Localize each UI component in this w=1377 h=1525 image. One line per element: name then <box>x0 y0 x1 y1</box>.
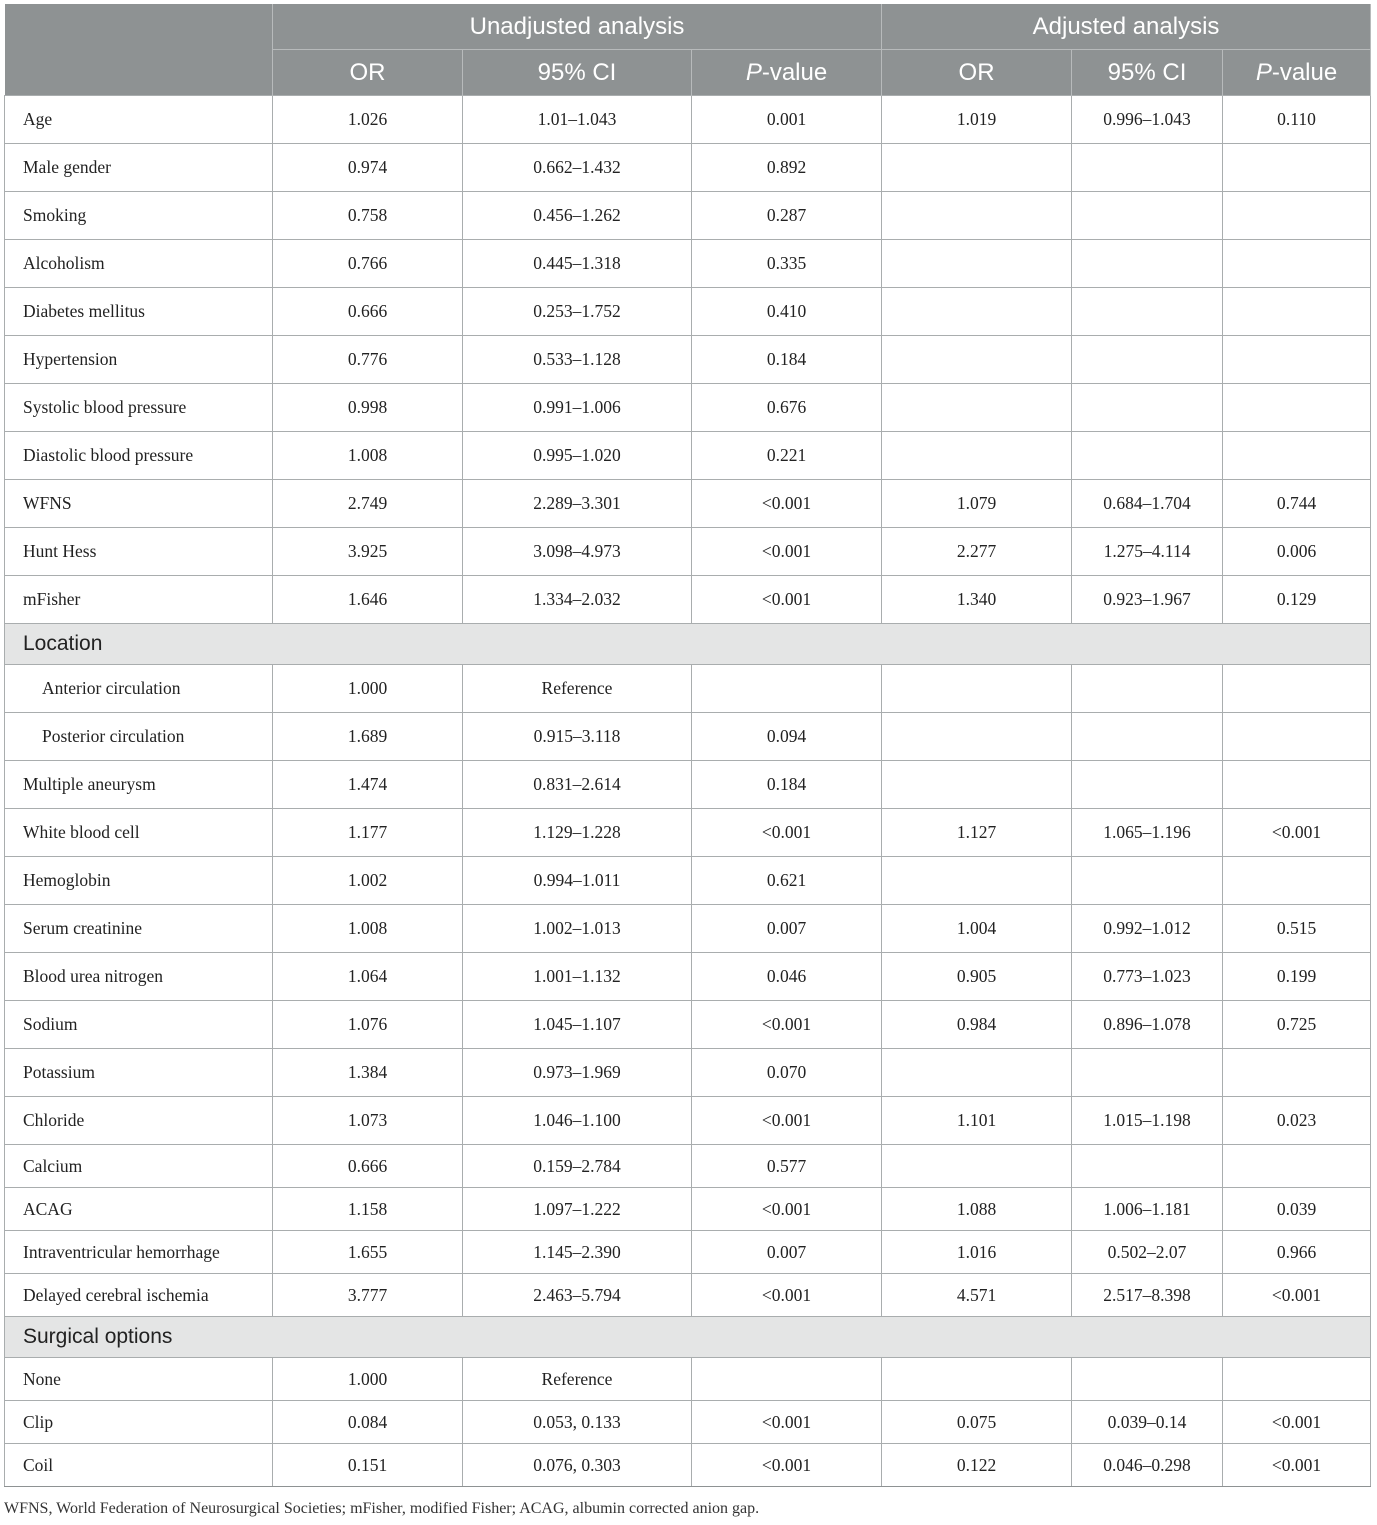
cell-adjusted-ci <box>1072 1358 1223 1401</box>
cell-unadjusted-or: 0.776 <box>273 336 463 384</box>
cell-adjusted-ci <box>1072 240 1223 288</box>
cell-adjusted-or: 0.905 <box>882 953 1072 1001</box>
cell-adjusted-p <box>1223 1358 1371 1401</box>
row-label: Smoking <box>5 192 273 240</box>
cell-unadjusted-p: 0.046 <box>692 953 882 1001</box>
cell-adjusted-p <box>1223 857 1371 905</box>
cell-adjusted-or <box>882 336 1072 384</box>
row-label: Posterior circulation <box>5 713 273 761</box>
cell-adjusted-ci <box>1072 432 1223 480</box>
cell-adjusted-or <box>882 1358 1072 1401</box>
cell-adjusted-p <box>1223 432 1371 480</box>
cell-unadjusted-p: 0.070 <box>692 1049 882 1097</box>
cell-adjusted-or: 0.984 <box>882 1001 1072 1049</box>
cell-unadjusted-p: 0.184 <box>692 336 882 384</box>
row-label: Hemoglobin <box>5 857 273 905</box>
p-suffix: -value <box>761 58 828 86</box>
cell-unadjusted-ci: 1.001–1.132 <box>463 953 692 1001</box>
cell-adjusted-ci <box>1072 665 1223 713</box>
header-adjusted-p <box>1223 50 1371 96</box>
cell-adjusted-p: 0.744 <box>1223 480 1371 528</box>
row-label: mFisher <box>5 576 273 624</box>
table-row <box>5 905 1371 953</box>
row-label: Chloride <box>5 1097 273 1145</box>
cell-unadjusted-or: 1.158 <box>273 1188 463 1231</box>
cell-adjusted-ci: 0.684–1.704 <box>1072 480 1223 528</box>
table-row <box>5 1401 1371 1444</box>
table-row <box>5 809 1371 857</box>
cell-unadjusted-or: 1.008 <box>273 432 463 480</box>
cell-adjusted-or <box>882 1145 1072 1188</box>
cell-adjusted-or <box>882 713 1072 761</box>
cell-adjusted-p: <0.001 <box>1223 1401 1371 1444</box>
table-row <box>5 288 1371 336</box>
cell-adjusted-ci <box>1072 857 1223 905</box>
cell-adjusted-p: <0.001 <box>1223 1274 1371 1317</box>
cell-unadjusted-p: 0.007 <box>692 905 882 953</box>
table-row <box>5 857 1371 905</box>
row-label: Male gender <box>5 144 273 192</box>
cell-adjusted-or: 1.127 <box>882 809 1072 857</box>
cell-unadjusted-or: 1.002 <box>273 857 463 905</box>
cell-unadjusted-ci: 1.334–2.032 <box>463 576 692 624</box>
cell-adjusted-ci <box>1072 144 1223 192</box>
cell-unadjusted-p <box>692 665 882 713</box>
cell-adjusted-ci: 0.773–1.023 <box>1072 953 1223 1001</box>
cell-unadjusted-or: 1.076 <box>273 1001 463 1049</box>
table-row <box>5 1444 1371 1487</box>
cell-adjusted-ci: 0.046–0.298 <box>1072 1444 1223 1487</box>
table-row <box>5 1145 1371 1188</box>
table-footnote: WFNS, World Federation of Neurosurgical Societies; mFisher, modified Fisher; ACAG, albumin corrected anion gap. <box>4 1500 760 1517</box>
cell-unadjusted-or: 1.026 <box>273 96 463 144</box>
cell-unadjusted-p: <0.001 <box>692 576 882 624</box>
p-italic: P <box>1255 58 1272 86</box>
cell-adjusted-p <box>1223 336 1371 384</box>
row-label: Calcium <box>5 1145 273 1188</box>
cell-unadjusted-or: 0.084 <box>273 1401 463 1444</box>
cell-unadjusted-p: <0.001 <box>692 480 882 528</box>
cell-unadjusted-or: 1.655 <box>273 1231 463 1274</box>
cell-adjusted-p: 0.725 <box>1223 1001 1371 1049</box>
cell-unadjusted-or: 1.073 <box>273 1097 463 1145</box>
cell-adjusted-p: 0.006 <box>1223 528 1371 576</box>
cell-adjusted-p <box>1223 288 1371 336</box>
cell-unadjusted-ci: 0.053, 0.133 <box>463 1401 692 1444</box>
cell-adjusted-or: 1.079 <box>882 480 1072 528</box>
cell-unadjusted-ci: 1.145–2.390 <box>463 1231 692 1274</box>
cell-adjusted-p: <0.001 <box>1223 1444 1371 1487</box>
cell-adjusted-or <box>882 761 1072 809</box>
row-label: Anterior circulation <box>5 665 273 713</box>
header-stub <box>5 4 273 96</box>
cell-adjusted-p <box>1223 1049 1371 1097</box>
cell-unadjusted-ci: 1.045–1.107 <box>463 1001 692 1049</box>
cell-adjusted-p <box>1223 761 1371 809</box>
header-unadjusted-ci: 95% CI <box>463 50 692 96</box>
cell-unadjusted-p: 0.094 <box>692 713 882 761</box>
cell-unadjusted-p: <0.001 <box>692 528 882 576</box>
cell-unadjusted-ci: 3.098–4.973 <box>463 528 692 576</box>
cell-unadjusted-ci: 0.995–1.020 <box>463 432 692 480</box>
cell-adjusted-or: 1.101 <box>882 1097 1072 1145</box>
cell-unadjusted-p: 0.577 <box>692 1145 882 1188</box>
cell-unadjusted-ci: 1.097–1.222 <box>463 1188 692 1231</box>
logistic-regression-table <box>4 4 1371 1487</box>
cell-unadjusted-ci: 0.831–2.614 <box>463 761 692 809</box>
row-label: Multiple aneurysm <box>5 761 273 809</box>
table-row <box>5 240 1371 288</box>
cell-adjusted-p <box>1223 713 1371 761</box>
header-adjusted-ci: 95% CI <box>1072 50 1223 96</box>
header-adjusted-or: OR <box>882 50 1072 96</box>
table-row <box>5 761 1371 809</box>
cell-unadjusted-p: <0.001 <box>692 1274 882 1317</box>
cell-unadjusted-p: 0.676 <box>692 384 882 432</box>
cell-unadjusted-ci: 0.445–1.318 <box>463 240 692 288</box>
cell-adjusted-or <box>882 665 1072 713</box>
cell-unadjusted-or: 0.974 <box>273 144 463 192</box>
cell-adjusted-or <box>882 288 1072 336</box>
cell-unadjusted-or: 1.000 <box>273 1358 463 1401</box>
cell-unadjusted-p: 0.287 <box>692 192 882 240</box>
cell-adjusted-or <box>882 240 1072 288</box>
cell-adjusted-p <box>1223 1145 1371 1188</box>
cell-unadjusted-ci: Reference <box>463 665 692 713</box>
cell-unadjusted-or: 1.008 <box>273 905 463 953</box>
section-row <box>5 624 1371 665</box>
cell-unadjusted-or: 1.064 <box>273 953 463 1001</box>
cell-unadjusted-ci: 0.159–2.784 <box>463 1145 692 1188</box>
cell-adjusted-ci: 1.006–1.181 <box>1072 1188 1223 1231</box>
row-label: Serum creatinine <box>5 905 273 953</box>
cell-adjusted-p <box>1223 384 1371 432</box>
cell-unadjusted-or: 0.766 <box>273 240 463 288</box>
row-label: Hypertension <box>5 336 273 384</box>
cell-unadjusted-p: <0.001 <box>692 809 882 857</box>
cell-adjusted-ci: 0.923–1.967 <box>1072 576 1223 624</box>
cell-adjusted-ci: 0.896–1.078 <box>1072 1001 1223 1049</box>
cell-adjusted-ci: 1.015–1.198 <box>1072 1097 1223 1145</box>
cell-unadjusted-or: 1.177 <box>273 809 463 857</box>
row-label: Sodium <box>5 1001 273 1049</box>
cell-unadjusted-ci: 1.002–1.013 <box>463 905 692 953</box>
results-table-container <box>4 4 1370 1487</box>
row-label: Diabetes mellitus <box>5 288 273 336</box>
cell-unadjusted-ci: 0.994–1.011 <box>463 857 692 905</box>
cell-unadjusted-p: 0.221 <box>692 432 882 480</box>
cell-unadjusted-or: 0.758 <box>273 192 463 240</box>
cell-adjusted-or: 1.019 <box>882 96 1072 144</box>
cell-unadjusted-ci: 1.129–1.228 <box>463 809 692 857</box>
cell-adjusted-or: 0.122 <box>882 1444 1072 1487</box>
cell-adjusted-ci: 0.502–2.07 <box>1072 1231 1223 1274</box>
table-row <box>5 665 1371 713</box>
table-row <box>5 1097 1371 1145</box>
row-label: Alcoholism <box>5 240 273 288</box>
cell-adjusted-ci <box>1072 288 1223 336</box>
cell-unadjusted-ci: 2.463–5.794 <box>463 1274 692 1317</box>
cell-adjusted-or <box>882 1049 1072 1097</box>
row-label: Clip <box>5 1401 273 1444</box>
row-label: Intraventricular hemorrhage <box>5 1231 273 1274</box>
row-label: White blood cell <box>5 809 273 857</box>
cell-unadjusted-p: 0.892 <box>692 144 882 192</box>
cell-unadjusted-ci: 0.253–1.752 <box>463 288 692 336</box>
cell-unadjusted-or: 0.998 <box>273 384 463 432</box>
table-body <box>5 96 1371 1487</box>
table-row <box>5 953 1371 1001</box>
cell-unadjusted-or: 1.384 <box>273 1049 463 1097</box>
cell-adjusted-p <box>1223 144 1371 192</box>
cell-adjusted-ci: 1.065–1.196 <box>1072 809 1223 857</box>
cell-adjusted-ci: 0.992–1.012 <box>1072 905 1223 953</box>
cell-adjusted-p <box>1223 240 1371 288</box>
cell-unadjusted-or: 1.646 <box>273 576 463 624</box>
row-label: None <box>5 1358 273 1401</box>
table-row <box>5 480 1371 528</box>
table-row <box>5 1001 1371 1049</box>
cell-adjusted-or: 1.088 <box>882 1188 1072 1231</box>
cell-unadjusted-ci: 1.01–1.043 <box>463 96 692 144</box>
cell-unadjusted-p: <0.001 <box>692 1401 882 1444</box>
cell-unadjusted-or: 1.000 <box>273 665 463 713</box>
cell-adjusted-or: 2.277 <box>882 528 1072 576</box>
table-row <box>5 528 1371 576</box>
p-italic: P <box>745 58 762 86</box>
cell-unadjusted-or: 2.749 <box>273 480 463 528</box>
cell-unadjusted-ci: 2.289–3.301 <box>463 480 692 528</box>
row-label: Coil <box>5 1444 273 1487</box>
cell-adjusted-or: 1.340 <box>882 576 1072 624</box>
cell-adjusted-ci <box>1072 1049 1223 1097</box>
cell-adjusted-ci: 2.517–8.398 <box>1072 1274 1223 1317</box>
row-label: ACAG <box>5 1188 273 1231</box>
cell-unadjusted-ci: 0.991–1.006 <box>463 384 692 432</box>
cell-adjusted-p: 0.199 <box>1223 953 1371 1001</box>
table-row <box>5 432 1371 480</box>
cell-unadjusted-ci: 1.046–1.100 <box>463 1097 692 1145</box>
header-unadjusted-p <box>692 50 882 96</box>
table-row <box>5 1188 1371 1231</box>
cell-adjusted-p: 0.023 <box>1223 1097 1371 1145</box>
table-row <box>5 713 1371 761</box>
cell-unadjusted-p: 0.410 <box>692 288 882 336</box>
cell-adjusted-ci <box>1072 192 1223 240</box>
header-group-adjusted: Adjusted analysis <box>882 4 1371 50</box>
cell-unadjusted-ci: 0.456–1.262 <box>463 192 692 240</box>
row-label: Delayed cerebral ischemia <box>5 1274 273 1317</box>
row-label: Diastolic blood pressure <box>5 432 273 480</box>
table-row <box>5 144 1371 192</box>
cell-unadjusted-or: 0.666 <box>273 288 463 336</box>
cell-adjusted-p: <0.001 <box>1223 809 1371 857</box>
row-label: WFNS <box>5 480 273 528</box>
table-row <box>5 1049 1371 1097</box>
row-label: Age <box>5 96 273 144</box>
cell-unadjusted-ci: 0.533–1.128 <box>463 336 692 384</box>
header-group-unadjusted: Unadjusted analysis <box>273 4 882 50</box>
cell-unadjusted-ci: 0.915–3.118 <box>463 713 692 761</box>
section-label: Surgical options <box>5 1317 1371 1358</box>
cell-unadjusted-or: 1.474 <box>273 761 463 809</box>
cell-unadjusted-ci: 0.973–1.969 <box>463 1049 692 1097</box>
cell-adjusted-p: 0.110 <box>1223 96 1371 144</box>
cell-adjusted-p: 0.515 <box>1223 905 1371 953</box>
cell-adjusted-p: 0.966 <box>1223 1231 1371 1274</box>
cell-unadjusted-ci: Reference <box>463 1358 692 1401</box>
cell-unadjusted-or: 3.925 <box>273 528 463 576</box>
cell-unadjusted-ci: 0.662–1.432 <box>463 144 692 192</box>
cell-unadjusted-p: 0.007 <box>692 1231 882 1274</box>
row-label: Potassium <box>5 1049 273 1097</box>
cell-unadjusted-p: 0.335 <box>692 240 882 288</box>
cell-adjusted-ci: 0.996–1.043 <box>1072 96 1223 144</box>
row-label: Systolic blood pressure <box>5 384 273 432</box>
table-row <box>5 192 1371 240</box>
row-label: Hunt Hess <box>5 528 273 576</box>
table-row <box>5 384 1371 432</box>
cell-unadjusted-or: 0.151 <box>273 1444 463 1487</box>
cell-adjusted-p <box>1223 192 1371 240</box>
cell-adjusted-ci <box>1072 336 1223 384</box>
cell-unadjusted-ci: 0.076, 0.303 <box>463 1444 692 1487</box>
table-row <box>5 336 1371 384</box>
cell-adjusted-or: 1.016 <box>882 1231 1072 1274</box>
table-row <box>5 1274 1371 1317</box>
table-row <box>5 576 1371 624</box>
cell-unadjusted-or: 0.666 <box>273 1145 463 1188</box>
cell-unadjusted-p: 0.184 <box>692 761 882 809</box>
cell-adjusted-ci: 1.275–4.114 <box>1072 528 1223 576</box>
cell-adjusted-ci <box>1072 1145 1223 1188</box>
cell-adjusted-or <box>882 144 1072 192</box>
cell-unadjusted-p: <0.001 <box>692 1001 882 1049</box>
cell-adjusted-ci <box>1072 713 1223 761</box>
cell-unadjusted-p: <0.001 <box>692 1444 882 1487</box>
row-label: Blood urea nitrogen <box>5 953 273 1001</box>
cell-unadjusted-or: 3.777 <box>273 1274 463 1317</box>
section-row <box>5 1317 1371 1358</box>
cell-adjusted-ci <box>1072 384 1223 432</box>
cell-adjusted-or <box>882 384 1072 432</box>
cell-adjusted-p <box>1223 665 1371 713</box>
cell-adjusted-or: 1.004 <box>882 905 1072 953</box>
cell-adjusted-ci: 0.039–0.14 <box>1072 1401 1223 1444</box>
cell-unadjusted-p: <0.001 <box>692 1188 882 1231</box>
table-header <box>5 4 1371 96</box>
cell-adjusted-or: 4.571 <box>882 1274 1072 1317</box>
table-row <box>5 96 1371 144</box>
cell-unadjusted-p: <0.001 <box>692 1097 882 1145</box>
header-unadjusted-or: OR <box>273 50 463 96</box>
table-row <box>5 1358 1371 1401</box>
p-suffix: -value <box>1271 58 1338 86</box>
cell-adjusted-or <box>882 857 1072 905</box>
cell-adjusted-p: 0.129 <box>1223 576 1371 624</box>
cell-adjusted-or <box>882 432 1072 480</box>
cell-unadjusted-or: 1.689 <box>273 713 463 761</box>
cell-unadjusted-p <box>692 1358 882 1401</box>
cell-unadjusted-p: 0.621 <box>692 857 882 905</box>
cell-adjusted-or <box>882 192 1072 240</box>
cell-unadjusted-p: 0.001 <box>692 96 882 144</box>
cell-adjusted-or: 0.075 <box>882 1401 1072 1444</box>
table-row <box>5 1231 1371 1274</box>
cell-adjusted-p: 0.039 <box>1223 1188 1371 1231</box>
section-label: Location <box>5 624 1371 665</box>
cell-adjusted-ci <box>1072 761 1223 809</box>
